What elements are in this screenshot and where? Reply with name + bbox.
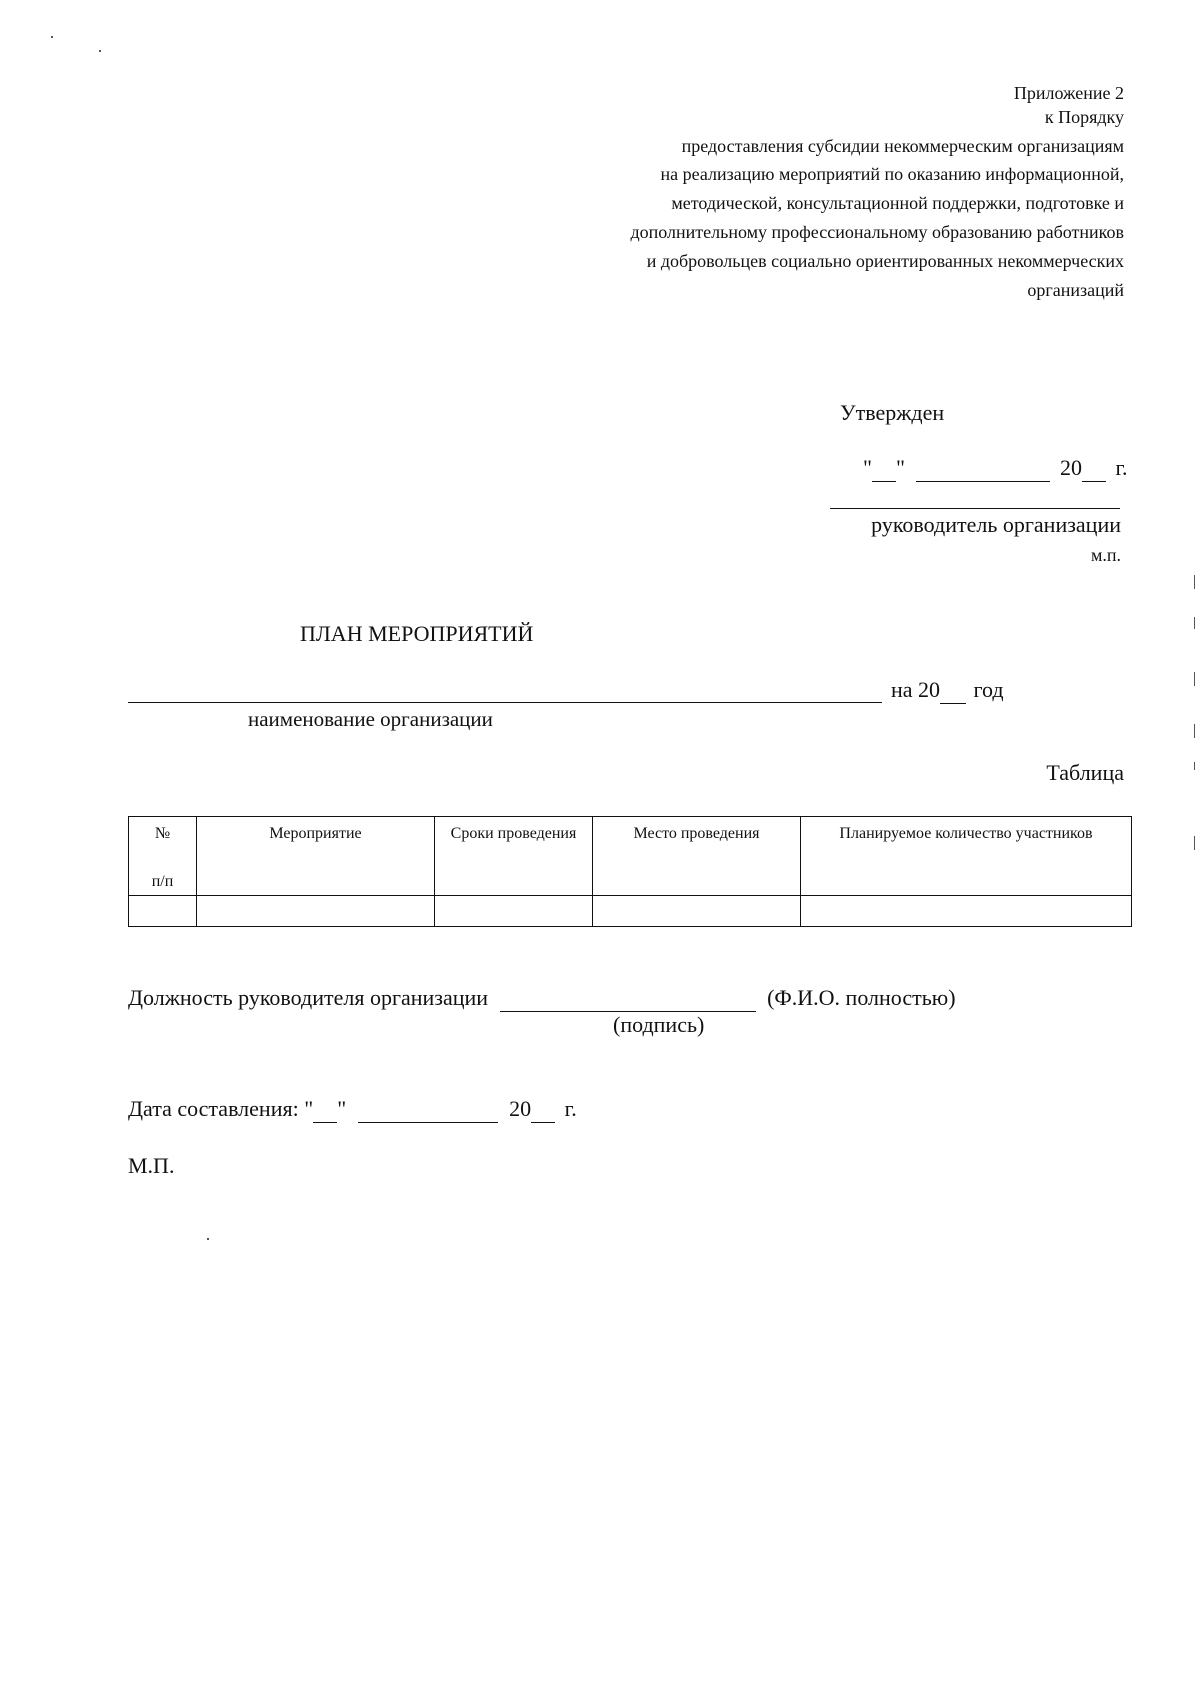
table-row (129, 896, 1132, 927)
scan-speck (1194, 617, 1195, 629)
year-prefix: 20 (1059, 455, 1082, 480)
position-label: Должность руководителя организации (128, 985, 489, 1010)
column-header-participants: Планируемое количество участников (801, 817, 1132, 896)
scan-speck (1194, 672, 1195, 686)
day-blank[interactable] (872, 455, 896, 482)
plan-year-line (891, 677, 1004, 704)
scan-speck (1194, 724, 1195, 738)
order-title-line: методической, консультационной поддержки, подготовке и (671, 193, 1124, 213)
table-cell[interactable] (593, 896, 801, 927)
table-cell[interactable] (129, 896, 197, 927)
month-blank[interactable] (916, 455, 1050, 482)
table-cell[interactable] (435, 896, 593, 927)
plan-title: ПЛАН МЕРОПРИЯТИЙ (300, 621, 534, 646)
signature-blank[interactable] (500, 985, 756, 1012)
events-table (128, 816, 1132, 927)
compiled-day-blank[interactable] (313, 1096, 337, 1123)
org-name-line[interactable] (128, 702, 882, 703)
signature-caption: (подпись) (613, 1012, 705, 1037)
signature-line (128, 985, 956, 1012)
table-label: Таблица (1046, 760, 1124, 785)
column-header-number (129, 817, 197, 896)
quote-open: " (304, 1096, 314, 1121)
compiled-stamp: М.П. (128, 1153, 175, 1178)
column-header-place: Место проведения (593, 817, 801, 896)
number-sign: № (154, 825, 171, 842)
plan-year-suffix: год (973, 677, 1004, 702)
compiled-year-suffix: г. (564, 1096, 577, 1121)
quote-close: " (895, 455, 905, 480)
table-cell[interactable] (801, 896, 1132, 927)
approval-date-line (863, 455, 1128, 482)
signer-signature-line (830, 508, 1120, 509)
approval-stamp: м.п. (1090, 545, 1121, 565)
plan-year-prefix: на 20 (891, 677, 941, 702)
quote-close: " (337, 1096, 347, 1121)
scan-speck (1194, 762, 1195, 770)
scan-speck (207, 1238, 209, 1240)
order-title-line: и добровольцев социально ориентированных некоммерческих (646, 251, 1124, 271)
compiled-label: Дата составления: (128, 1096, 299, 1121)
plan-year-blank[interactable] (940, 677, 966, 704)
order-title-line: дополнительному профессиональному образованию работников (630, 222, 1124, 242)
compiled-year-prefix: 20 (509, 1096, 532, 1121)
appendix-order-ref: к Порядку (1044, 107, 1124, 127)
order-title-line: организаций (1027, 280, 1124, 300)
column-header-event: Мероприятие (197, 817, 435, 896)
org-name-caption: наименование организации (248, 707, 493, 731)
quote-open: " (863, 455, 872, 480)
scan-speck (1194, 836, 1195, 850)
approval-title: Утвержден (840, 400, 945, 425)
order-title-line: на реализацию мероприятий по оказанию информационной, (660, 164, 1124, 184)
table-cell[interactable] (197, 896, 435, 927)
scan-speck (1194, 575, 1195, 589)
year-suffix: г. (1115, 455, 1128, 480)
table-header-row (129, 817, 1132, 896)
fio-label: (Ф.И.О. полностью) (767, 985, 956, 1010)
scan-speck (99, 50, 101, 52)
number-abbrev: п/п (151, 873, 174, 890)
approval-signer: руководитель организации (871, 512, 1121, 537)
year-blank[interactable] (1082, 455, 1106, 482)
compiled-year-blank[interactable] (531, 1096, 555, 1123)
column-header-dates: Сроки проведения (435, 817, 593, 896)
appendix-number: Приложение 2 (1013, 83, 1124, 103)
compiled-month-blank[interactable] (358, 1096, 498, 1123)
scan-speck (51, 36, 53, 38)
compiled-date-line (128, 1096, 577, 1123)
order-title-line: предоставления субсидии некоммерческим организациям (681, 136, 1124, 156)
